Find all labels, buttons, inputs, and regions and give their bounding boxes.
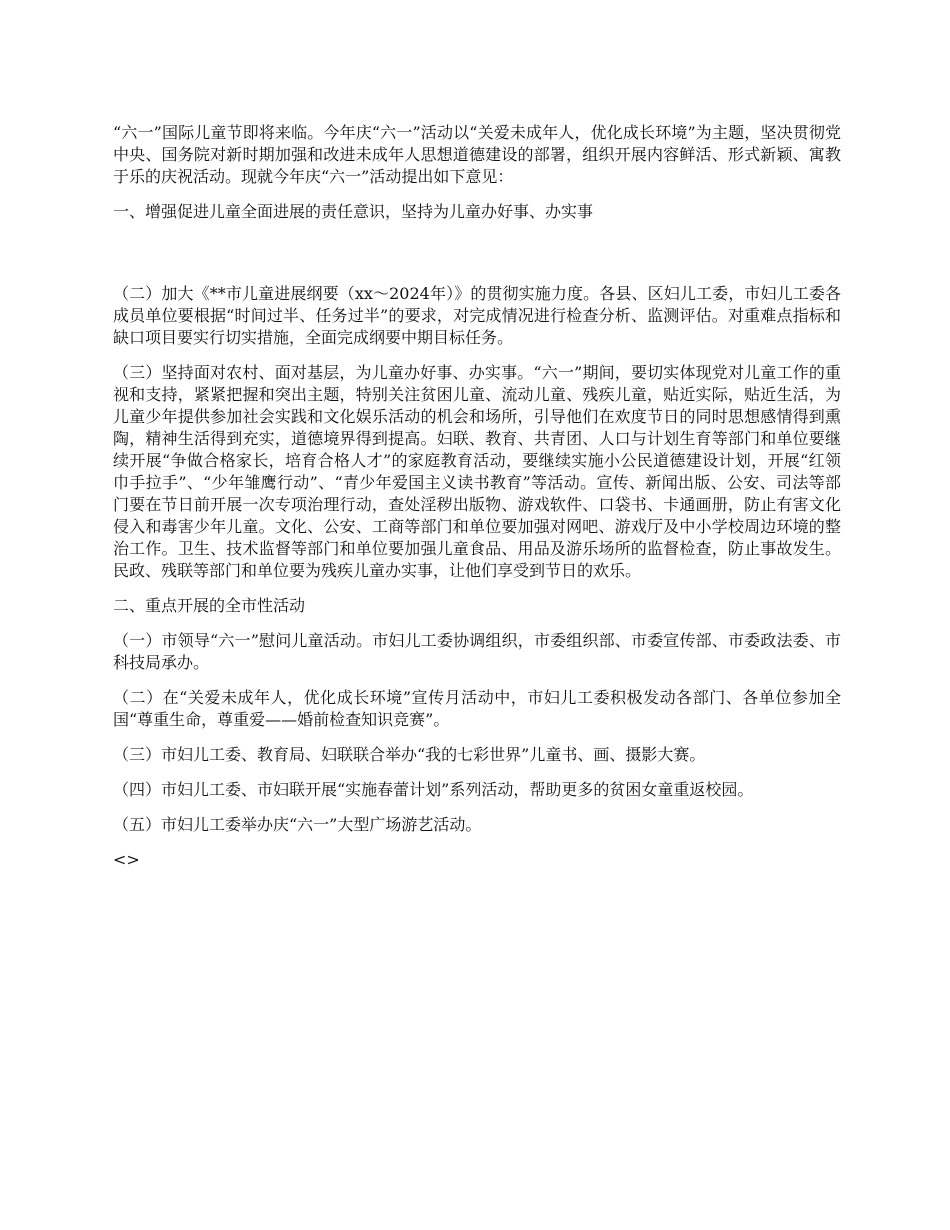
section-2-item-3: （三）市妇儿工委、教育局、妇联联合举办“我的七彩世界”儿童书、画、摄影大赛。: [113, 745, 706, 764]
document-body: [113, 122, 841, 884]
section-1-item-3: （三）坚持面对农村、面对基层，为儿童办好事、办实事。“六一”期间，要切实体现党对儿童工作的重视和支持，紧紧把握和突出主题，特别关注贫困儿童、流动儿童、残疾儿童，贴近实际，贴近生活，为儿童少年提供参加社会实践和文化娱乐活动的机会和场所，引导他们在欢度节日的同时思想感情得到熏陶，精神生活得到充实，道德境界得到提高。妇联、教育、共青团、人口与计划生育等部门和单位要继续开展“争做合格家长，培育合格人才”的家庭教育活动，要继续实施小公民道德建设计划，开展“红领巾手拉手”、“少年雏鹰行动”、“青少年爱国主义读书教育”等活动。宣传、新闻出版、公安、司法等部门要在节日前开展一次专项治理行动，查处淫秽出版物、游戏软件、口袋书、卡通画册，防止有害文化侵入和毒害少年儿童。文化、公安、工商等部门和单位要加强对网吧、游戏厅及中小学校周边环境的整治工作。卫生、技术监督等部门和单位要加强儿童食品、用品及游乐场所的监督检查，防止事故发生。民政、残联等部门和单位要为残疾儿童办实事，让他们享受到节日的欢乐。: [113, 363, 841, 580]
section-1-heading: 一、增强促进儿童全面进展的责任意识，坚持为儿童办好事、办实事: [113, 202, 594, 221]
end-mark: <>: [113, 850, 140, 869]
section-2-item-5: （五）市妇儿工委举办庆“六一”大型广场游艺活动。: [113, 815, 482, 834]
section-2-item-1: （一）市领导“六一”慰问儿童活动。市妇儿工委协调组织，市委组织部、市委宣传部、市委政法委、市科技局承办。: [113, 631, 841, 672]
section-2-item-2: （二）在“关爱未成年人，优化成长环境”宣传月活动中，市妇儿工委积极发动各部门、各单位参加全国“尊重生命，尊重爱——婚前检查知识竞赛”。: [113, 688, 841, 729]
section-2-heading: 二、重点开展的全市性活动: [113, 596, 306, 615]
section-2-item-4: （四）市妇儿工委、市妇联开展“实施春蕾计划”系列活动，帮助更多的贫困女童重返校园。: [113, 780, 754, 799]
intro-paragraph: “六一”国际儿童节即将来临。今年庆“六一”活动以“关爱未成年人，优化成长环境”为主题，坚决贯彻党中央、国务院对新时期加强和改进未成年人思想道德建设的部署，组织开展内容鲜活、形式新颖、寓教于乐的庆祝活动。现就今年庆“六一”活动提出如下意见：: [113, 123, 841, 186]
section-1-item-2: （二）加大《**市儿童进展纲要（xx～2024年）》的贯彻实施力度。各县、区妇儿工委，市妇儿工委各成员单位要根据“时间过半、任务过半”的要求，对完成情况进行检查分析、监测评估。对重难点指标和缺口项目要实行切实措施，全面完成纲要中期目标任务。: [113, 284, 841, 347]
